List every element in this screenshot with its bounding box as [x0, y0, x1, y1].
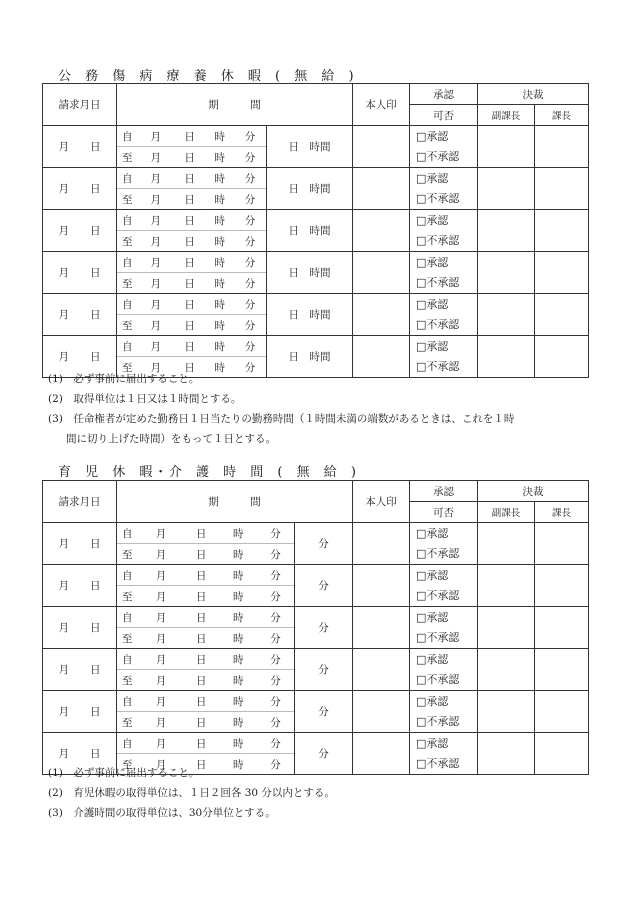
seal-cell[interactable]	[353, 649, 410, 691]
deputy-chief-stamp-cell[interactable]	[478, 294, 535, 336]
period-from-part: 時	[214, 130, 226, 143]
approve-checkbox[interactable]: □承認	[416, 568, 449, 582]
period-to-part: 日	[184, 193, 195, 206]
period-from-part: 月	[150, 214, 162, 227]
request-date-cell[interactable]: 月 日	[43, 565, 117, 607]
note-item: (1) 必ず事前に届出すること。	[48, 767, 200, 779]
seal-cell[interactable]	[353, 691, 410, 733]
period-cell[interactable]	[117, 607, 295, 649]
disapprove-checkbox[interactable]: □不承認	[416, 275, 460, 289]
period-cell[interactable]	[117, 252, 267, 294]
period-to-line	[117, 189, 266, 209]
note-item: (2) 育児休暇の取得単位は、１日２回各 30 分以内とする。	[48, 787, 335, 799]
header-decision: 決裁	[478, 481, 589, 502]
note-item: 間に切り上げた時間）をもって１日とする。	[66, 433, 276, 445]
period-from-part: 分	[270, 653, 281, 666]
period-from-part: 日	[195, 737, 207, 750]
table-row	[43, 294, 589, 336]
period-from-part: 月	[155, 653, 167, 666]
approval-cell	[410, 126, 478, 168]
disapprove-checkbox[interactable]: □不承認	[416, 588, 460, 602]
header-deputy-chief: 副課長	[478, 502, 535, 523]
period-to-line	[117, 315, 266, 335]
period-to-line	[117, 273, 266, 293]
approval-cell	[410, 252, 478, 294]
period-from-part: 分	[244, 214, 256, 227]
approve-checkbox[interactable]: □承認	[416, 339, 449, 353]
request-date-cell[interactable]: 月 日	[43, 733, 117, 775]
period-to-part: 月	[150, 277, 162, 290]
seal-cell[interactable]	[353, 523, 410, 565]
period-from-line	[117, 733, 294, 753]
period-to-line	[117, 670, 294, 690]
period-to-part: 至	[122, 632, 133, 645]
period-cell[interactable]	[117, 649, 295, 691]
table-row	[43, 565, 589, 607]
period-from-part: 自	[122, 130, 133, 143]
period-from-part: 時	[214, 340, 226, 353]
approval-cell	[410, 649, 478, 691]
period-to-part: 至	[122, 319, 133, 332]
total-time-cell[interactable]: 分	[295, 565, 353, 607]
disapprove-checkbox[interactable]: □不承認	[416, 149, 460, 163]
period-from-part: 日	[184, 340, 195, 353]
period-cell[interactable]	[117, 210, 267, 252]
chief-stamp-cell[interactable]	[535, 294, 589, 336]
table-row	[43, 168, 589, 210]
deputy-chief-stamp-cell[interactable]	[478, 691, 535, 733]
table-row	[43, 607, 589, 649]
period-cell[interactable]	[117, 168, 267, 210]
approve-checkbox[interactable]: □承認	[416, 129, 449, 143]
approve-checkbox[interactable]: □承認	[416, 694, 449, 708]
period-cell[interactable]	[117, 691, 295, 733]
chief-stamp-cell[interactable]	[535, 252, 589, 294]
period-to-part: 分	[244, 235, 256, 248]
period-from-part: 自	[122, 256, 133, 269]
section1-table	[42, 83, 589, 378]
period-to-part: 時	[233, 716, 244, 729]
disapprove-checkbox[interactable]: □不承認	[416, 714, 460, 728]
period-to-part: 至	[122, 235, 133, 248]
period-from-part: 月	[155, 611, 167, 624]
period-from-part: 日	[184, 130, 195, 143]
period-to-part: 日	[184, 151, 195, 164]
period-to-part: 時	[214, 361, 226, 374]
period-from-part: 分	[270, 695, 281, 708]
approval-cell	[410, 523, 478, 565]
disapprove-checkbox[interactable]: □不承認	[416, 191, 460, 205]
period-to-part: 分	[270, 674, 281, 687]
request-date-cell[interactable]: 月 日	[43, 168, 117, 210]
period-to-part: 日	[195, 590, 207, 603]
period-from-part: 時	[214, 256, 226, 269]
period-from-line	[117, 168, 266, 188]
period-from-part: 自	[122, 527, 133, 540]
period-to-part: 分	[244, 361, 256, 374]
seal-cell[interactable]	[353, 733, 410, 775]
seal-cell[interactable]	[353, 252, 410, 294]
period-from-part: 日	[195, 695, 207, 708]
period-to-line	[117, 712, 294, 732]
header-request-date: 請求月日	[43, 84, 117, 126]
period-to-part: 月	[155, 674, 167, 687]
approval-cell	[410, 294, 478, 336]
approve-checkbox[interactable]: □承認	[416, 736, 449, 750]
period-to-part: 至	[122, 193, 133, 206]
period-from-part: 月	[155, 527, 167, 540]
period-to-part: 月	[155, 716, 167, 729]
period-to-part: 分	[270, 632, 281, 645]
section1-rows	[43, 126, 589, 378]
period-to-part: 分	[244, 151, 256, 164]
period-from-part: 時	[233, 527, 244, 540]
header-request-date: 請求月日	[43, 481, 117, 523]
period-from-line	[117, 565, 294, 585]
chief-stamp-cell[interactable]	[535, 210, 589, 252]
period-to-part: 時	[214, 193, 226, 206]
period-from-line	[117, 523, 294, 543]
total-time-cell[interactable]: 分	[295, 523, 353, 565]
note-item: (1) 必ず事前に届出すること。	[48, 373, 200, 385]
approve-checkbox[interactable]: □承認	[416, 213, 449, 227]
total-time-cell[interactable]: 日 時間	[267, 126, 353, 168]
period-to-part: 至	[122, 548, 133, 561]
total-time-cell[interactable]: 日 時間	[267, 210, 353, 252]
header-deputy-chief: 副課長	[478, 105, 535, 126]
period-cell[interactable]	[117, 126, 267, 168]
request-date-cell[interactable]: 月 日	[43, 126, 117, 168]
section2-notes	[48, 763, 335, 823]
period-from-part: 日	[195, 611, 207, 624]
request-date-cell[interactable]: 月 日	[43, 336, 117, 378]
period-from-part: 分	[270, 527, 281, 540]
period-to-part: 時	[233, 632, 244, 645]
period-from-part: 月	[150, 172, 162, 185]
period-from-part: 月	[155, 695, 167, 708]
period-cell[interactable]	[117, 523, 295, 565]
period-from-line	[117, 336, 266, 356]
period-to-part: 日	[195, 716, 207, 729]
period-to-part: 時	[214, 277, 226, 290]
period-from-part: 月	[150, 130, 162, 143]
period-to-line	[117, 544, 294, 564]
period-from-part: 分	[244, 340, 256, 353]
header-seal: 本人印	[353, 84, 410, 126]
chief-stamp-cell[interactable]	[535, 168, 589, 210]
approval-cell	[410, 733, 478, 775]
deputy-chief-stamp-cell[interactable]	[478, 565, 535, 607]
request-date-cell[interactable]: 月 日	[43, 691, 117, 733]
period-to-part: 分	[270, 590, 281, 603]
period-to-part: 月	[155, 758, 167, 771]
period-from-part: 時	[214, 298, 226, 311]
approval-cell	[410, 691, 478, 733]
period-from-line	[117, 210, 266, 230]
period-from-part: 時	[233, 569, 244, 582]
deputy-chief-stamp-cell[interactable]	[478, 733, 535, 775]
period-to-part: 日	[195, 632, 207, 645]
header-approval: 承認	[410, 481, 478, 502]
approval-cell	[410, 607, 478, 649]
period-to-line	[117, 231, 266, 251]
period-from-part: 自	[122, 298, 133, 311]
period-to-part: 時	[214, 151, 226, 164]
disapprove-checkbox[interactable]: □不承認	[416, 359, 460, 373]
period-to-part: 時	[233, 590, 244, 603]
approve-checkbox[interactable]: □承認	[416, 526, 449, 540]
period-from-line	[117, 691, 294, 711]
total-time-cell[interactable]: 分	[295, 649, 353, 691]
period-from-part: 時	[233, 653, 244, 666]
approval-cell	[410, 168, 478, 210]
period-from-line	[117, 126, 266, 146]
approve-checkbox[interactable]: □承認	[416, 255, 449, 269]
total-time-cell[interactable]: 日 時間	[267, 168, 353, 210]
disapprove-checkbox[interactable]: □不承認	[416, 756, 460, 770]
period-to-part: 日	[195, 758, 207, 771]
period-from-line	[117, 649, 294, 669]
approval-cell	[410, 210, 478, 252]
period-from-part: 時	[233, 695, 244, 708]
total-time-cell[interactable]: 分	[295, 691, 353, 733]
period-from-part: 分	[270, 569, 281, 582]
table-row	[43, 126, 589, 168]
seal-cell[interactable]	[353, 607, 410, 649]
period-from-part: 分	[244, 172, 256, 185]
request-date-cell[interactable]: 月 日	[43, 210, 117, 252]
chief-stamp-cell[interactable]	[535, 126, 589, 168]
deputy-chief-stamp-cell[interactable]	[478, 210, 535, 252]
period-from-part: 自	[122, 653, 133, 666]
period-to-part: 分	[244, 193, 256, 206]
period-from-part: 月	[150, 340, 162, 353]
header-approval-sub: 可否	[410, 105, 478, 126]
period-to-part: 時	[233, 674, 244, 687]
period-from-part: 日	[195, 527, 207, 540]
chief-stamp-cell[interactable]	[535, 691, 589, 733]
deputy-chief-stamp-cell[interactable]	[478, 607, 535, 649]
period-to-part: 至	[122, 674, 133, 687]
table-row	[43, 649, 589, 691]
period-from-part: 分	[244, 256, 256, 269]
period-to-part: 月	[155, 632, 167, 645]
period-to-part: 分	[270, 758, 281, 771]
period-to-part: 日	[184, 361, 195, 374]
period-from-part: 分	[244, 130, 256, 143]
request-date-cell[interactable]: 月 日	[43, 252, 117, 294]
period-to-part: 日	[195, 674, 207, 687]
period-from-part: 日	[184, 256, 195, 269]
disapprove-checkbox[interactable]: □不承認	[416, 672, 460, 686]
period-to-part: 至	[122, 151, 133, 164]
header-period: 期 間	[117, 84, 353, 126]
deputy-chief-stamp-cell[interactable]	[478, 168, 535, 210]
period-from-part: 分	[270, 737, 281, 750]
period-from-part: 時	[214, 214, 226, 227]
chief-stamp-cell[interactable]	[535, 523, 589, 565]
table-row	[43, 691, 589, 733]
chief-stamp-cell[interactable]	[535, 607, 589, 649]
period-from-line	[117, 252, 266, 272]
period-to-part: 日	[184, 319, 195, 332]
period-from-part: 時	[233, 737, 244, 750]
period-to-part: 分	[244, 319, 256, 332]
period-to-part: 分	[270, 548, 281, 561]
chief-stamp-cell[interactable]	[535, 649, 589, 691]
period-to-part: 月	[155, 590, 167, 603]
header-decision: 決裁	[478, 84, 589, 105]
period-to-part: 月	[150, 361, 162, 374]
period-to-line	[117, 628, 294, 648]
period-to-part: 月	[155, 548, 167, 561]
period-cell[interactable]	[117, 294, 267, 336]
disapprove-checkbox[interactable]: □不承認	[416, 630, 460, 644]
period-from-part: 日	[195, 569, 207, 582]
period-from-part: 自	[122, 172, 133, 185]
request-date-cell[interactable]: 月 日	[43, 649, 117, 691]
period-from-part: 時	[214, 172, 226, 185]
header-chief: 課長	[535, 105, 589, 126]
period-to-part: 月	[150, 193, 162, 206]
period-to-part: 時	[233, 548, 244, 561]
section2-rows	[43, 523, 589, 775]
period-from-part: 月	[150, 256, 162, 269]
chief-stamp-cell[interactable]	[535, 336, 589, 378]
period-cell[interactable]	[117, 565, 295, 607]
period-from-part: 分	[270, 611, 281, 624]
period-from-part: 分	[244, 298, 256, 311]
period-from-part: 時	[233, 611, 244, 624]
header-seal: 本人印	[353, 481, 410, 523]
period-to-part: 月	[150, 319, 162, 332]
period-from-part: 日	[184, 298, 195, 311]
seal-cell[interactable]	[353, 210, 410, 252]
period-from-part: 日	[184, 214, 195, 227]
request-date-cell[interactable]: 月 日	[43, 523, 117, 565]
period-from-part: 日	[184, 172, 195, 185]
period-from-part: 月	[155, 737, 167, 750]
header-approval-sub: 可否	[410, 502, 478, 523]
period-to-part: 月	[150, 151, 162, 164]
period-to-part: 至	[122, 716, 133, 729]
period-from-part: 月	[150, 298, 162, 311]
period-to-part: 分	[244, 277, 256, 290]
deputy-chief-stamp-cell[interactable]	[478, 126, 535, 168]
period-to-part: 日	[195, 548, 207, 561]
period-from-part: 自	[122, 737, 133, 750]
deputy-chief-stamp-cell[interactable]	[478, 523, 535, 565]
table-row	[43, 210, 589, 252]
period-from-part: 日	[195, 653, 207, 666]
period-to-part: 月	[150, 235, 162, 248]
disapprove-checkbox[interactable]: □不承認	[416, 546, 460, 560]
header-approval: 承認	[410, 84, 478, 105]
period-to-part: 分	[270, 716, 281, 729]
deputy-chief-stamp-cell[interactable]	[478, 252, 535, 294]
seal-cell[interactable]	[353, 168, 410, 210]
approve-checkbox[interactable]: □承認	[416, 610, 449, 624]
section2-table	[42, 480, 589, 775]
header-chief: 課長	[535, 502, 589, 523]
approve-checkbox[interactable]: □承認	[416, 171, 449, 185]
note-item: (2) 取得単位は１日又は１時間とする。	[48, 393, 242, 405]
period-from-part: 自	[122, 569, 133, 582]
request-date-cell[interactable]: 月 日	[43, 294, 117, 336]
period-to-line	[117, 147, 266, 167]
section1-title: 公 務 傷 病 療 養 休 暇 ( 無 給 )	[58, 69, 359, 84]
approve-checkbox[interactable]: □承認	[416, 652, 449, 666]
disapprove-checkbox[interactable]: □不承認	[416, 317, 460, 331]
request-date-cell[interactable]: 月 日	[43, 607, 117, 649]
period-to-part: 時	[214, 319, 226, 332]
period-from-part: 自	[122, 340, 133, 353]
section1-notes	[48, 369, 514, 449]
approval-cell	[410, 565, 478, 607]
period-from-part: 月	[155, 569, 167, 582]
header-period: 期 間	[117, 481, 353, 523]
deputy-chief-stamp-cell[interactable]	[478, 649, 535, 691]
period-from-line	[117, 607, 294, 627]
period-from-part: 自	[122, 214, 133, 227]
table-row	[43, 523, 589, 565]
seal-cell[interactable]	[353, 565, 410, 607]
period-from-line	[117, 294, 266, 314]
total-time-cell[interactable]: 日 時間	[267, 336, 353, 378]
total-time-cell[interactable]: 分	[295, 733, 353, 775]
period-to-line	[117, 586, 294, 606]
note-item: (3) 任命権者が定めた勤務日１日当たりの勤務時間（１時間未満の端数があるときは、これを１時	[48, 413, 515, 425]
chief-stamp-cell[interactable]	[535, 565, 589, 607]
seal-cell[interactable]	[353, 126, 410, 168]
note-item: (3) 介護時間の取得単位は、30分単位とする。	[48, 807, 276, 819]
table-row	[43, 252, 589, 294]
period-from-part: 自	[122, 695, 133, 708]
disapprove-checkbox[interactable]: □不承認	[416, 233, 460, 247]
total-time-cell[interactable]: 日 時間	[267, 294, 353, 336]
chief-stamp-cell[interactable]	[535, 733, 589, 775]
period-to-part: 日	[184, 235, 195, 248]
period-to-part: 至	[122, 361, 133, 374]
total-time-cell[interactable]: 分	[295, 607, 353, 649]
approve-checkbox[interactable]: □承認	[416, 297, 449, 311]
period-to-part: 時	[214, 235, 226, 248]
seal-cell[interactable]	[353, 294, 410, 336]
total-time-cell[interactable]: 日 時間	[267, 252, 353, 294]
period-to-part: 日	[184, 277, 195, 290]
period-to-part: 至	[122, 277, 133, 290]
period-to-part: 至	[122, 590, 133, 603]
period-to-part: 至	[122, 758, 133, 771]
section2-title: 育 児 休 暇･介 護 時 間 ( 無 給 )	[58, 465, 361, 480]
period-to-part: 時	[233, 758, 244, 771]
period-from-part: 自	[122, 611, 133, 624]
